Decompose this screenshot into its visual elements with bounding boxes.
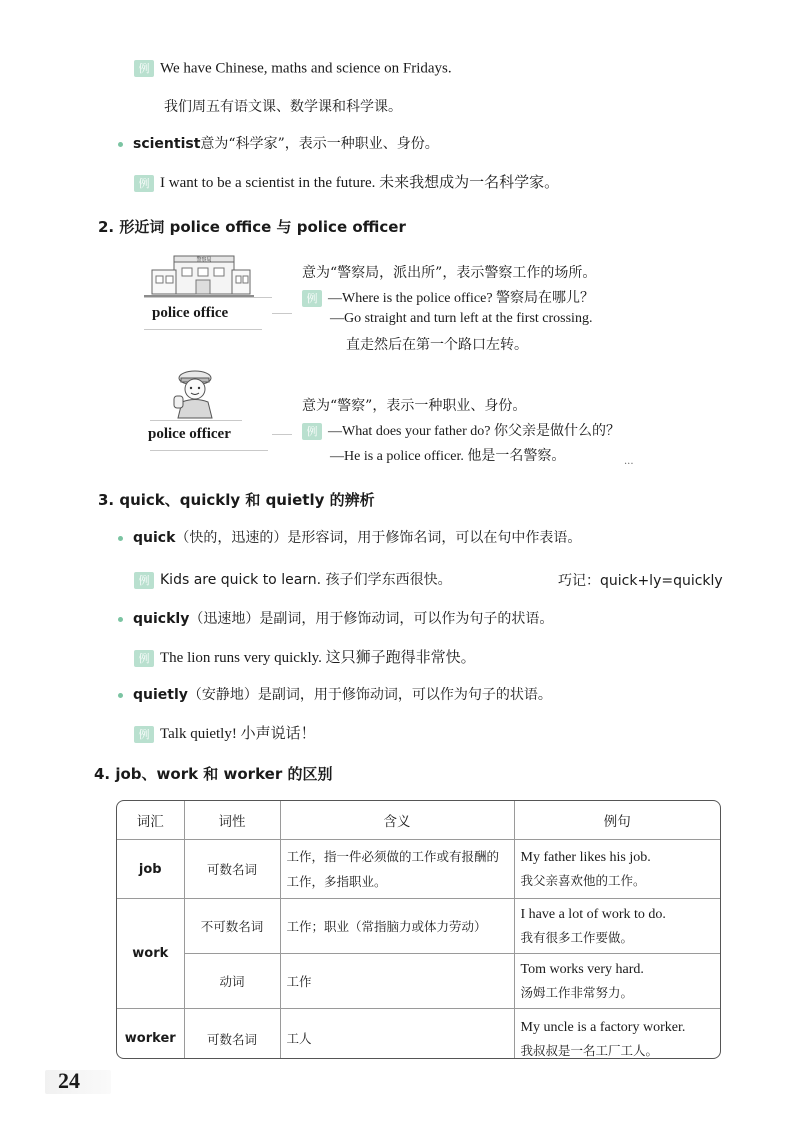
police-office-example-a-cn: 直走然后在第一个路口左转。 xyxy=(346,337,528,353)
cell-pos: 不可数名词 xyxy=(184,899,280,954)
cell-meaning: 工人 xyxy=(280,1009,514,1060)
police-office-caption: police office xyxy=(152,305,229,321)
cell-example: My uncle is a factory worker. 我叔叔是一名工厂工人。 xyxy=(514,1009,720,1060)
connector-line xyxy=(150,450,268,451)
example-badge: 例 xyxy=(134,726,154,743)
police-officer-meaning: 意为“警察”，表示一种职业、身份。 xyxy=(302,398,527,414)
section-4-heading: 4. job、work 和 worker 的区别 xyxy=(94,765,333,783)
example-quickly: 例 The lion runs very quickly. 这只狮子跑得非常快。 xyxy=(134,646,476,667)
bullet-dot xyxy=(118,536,123,541)
cell-word: work xyxy=(117,899,184,1009)
table-row xyxy=(117,840,720,899)
table-header-row xyxy=(117,801,720,840)
cell-pos: 动词 xyxy=(184,954,280,1009)
page-number: 24 xyxy=(58,1068,80,1093)
bullet-quickly: quickly（迅速地）是副词，用于修饰动词，可以作为句子的状语。 xyxy=(118,608,553,628)
cell-meaning: 工作 xyxy=(280,954,514,1009)
cell-example: My father likes his job. 我父亲喜欢他的工作。 xyxy=(514,840,720,899)
cell-pos: 可数名词 xyxy=(184,1009,280,1060)
example-badge: 例 xyxy=(134,60,154,77)
police-office-example-q: 例 —Where is the police office? 警察局在哪儿？ xyxy=(302,287,594,307)
header-example: 例句 xyxy=(514,801,720,840)
header-pos: 词性 xyxy=(184,801,280,840)
example-2 xyxy=(134,171,559,192)
example-1 xyxy=(134,60,452,78)
example-badge: 例 xyxy=(134,650,154,667)
bullet-scientist-word: scientist xyxy=(133,136,201,152)
police-office-example-a-en: —Go straight and turn left at the first crossing. xyxy=(330,311,593,326)
memory-tip: 巧记：quick+ly=quickly xyxy=(558,573,723,589)
ellipsis: ... xyxy=(624,456,634,467)
example-badge: 例 xyxy=(302,423,322,440)
cell-example: Tom works very hard. 汤姆工作非常努力。 xyxy=(514,954,720,1009)
example-badge: 例 xyxy=(134,572,154,589)
comparison-table xyxy=(116,800,721,1059)
police-station-illustration xyxy=(144,252,254,302)
cell-example: I have a lot of work to do. 我有很多工作要做。 xyxy=(514,899,720,954)
cell-pos: 可数名词 xyxy=(184,840,280,899)
cell-word: job xyxy=(117,840,184,899)
police-officer-caption: police officer xyxy=(148,426,231,442)
header-word: 词汇 xyxy=(117,801,184,840)
header-meaning: 含义 xyxy=(280,801,514,840)
connector-line xyxy=(272,313,292,314)
police-officer-example-q: 例 —What does your father do? 你父亲是做什么的？ xyxy=(302,420,620,440)
example-quick: 例 Kids are quick to learn. 孩子们学东西很快。 xyxy=(134,569,452,589)
bullet-dot xyxy=(118,693,123,698)
cell-meaning: 工作，指一件必须做的工作或有报酬的工作，多指职业。 xyxy=(280,840,514,899)
connector-line xyxy=(144,297,272,298)
example-2-text: I want to be a scientist in the future. 未来我想成为一名科学家。 xyxy=(160,175,560,191)
cell-word: worker xyxy=(117,1009,184,1060)
cell-meaning: 工作；职业（常指脑力或体力劳动） xyxy=(280,899,514,954)
bullet-scientist xyxy=(118,133,439,153)
connector-line xyxy=(272,434,292,435)
table-row xyxy=(117,954,720,1009)
connector-line xyxy=(150,420,242,421)
example-1-cn: 我们周五有语文课、数学课和科学课。 xyxy=(164,99,402,115)
bullet-dot xyxy=(118,617,123,622)
example-quietly: 例 Talk quietly! 小声说话！ xyxy=(134,722,316,743)
section-2-heading: 2. 形近词 police office 与 police officer xyxy=(98,218,406,236)
police-officer-example-a: —He is a police officer. 他是一名警察。 xyxy=(330,449,566,464)
connector-line xyxy=(144,329,262,330)
example-badge: 例 xyxy=(134,175,154,192)
bullet-quietly: quietly（安静地）是副词，用于修饰动词，可以作为句子的状语。 xyxy=(118,684,552,704)
bullet-quick: quick（快的，迅速的）是形容词，用于修饰名词，可以在句中作表语。 xyxy=(118,527,581,547)
section-3-heading: 3. quick、quickly 和 quietly 的辨析 xyxy=(98,491,375,509)
table-row xyxy=(117,1009,720,1060)
table-row xyxy=(117,899,720,954)
example-1-en: We have Chinese, maths and science on Fridays. xyxy=(160,60,452,77)
police-officer-illustration xyxy=(170,364,220,420)
bullet-scientist-text: 意为“科学家”，表示一种职业、身份。 xyxy=(200,136,439,152)
police-office-meaning: 意为“警察局，派出所”，表示警察工作的场所。 xyxy=(302,265,597,281)
example-badge: 例 xyxy=(302,290,322,307)
bullet-dot xyxy=(118,142,123,147)
station-sign: 警察局 xyxy=(196,257,212,263)
